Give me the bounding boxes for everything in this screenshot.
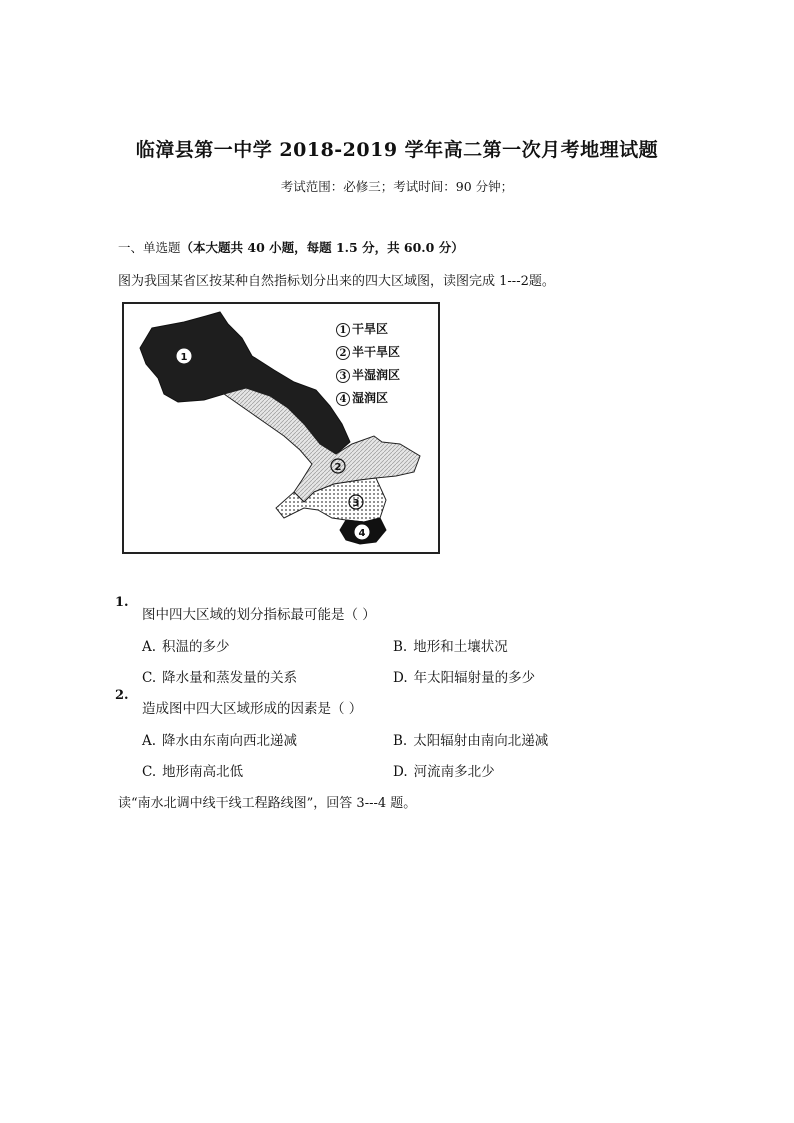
- section-label: 一、单选题: [118, 240, 181, 255]
- question-1-number: 1.: [115, 595, 129, 610]
- region-map-figure: [122, 302, 440, 554]
- section-detail: （本大题共 40 小题，每题 1.5 分，共 60.0 分）: [180, 240, 464, 255]
- exam-info: 考试范围：必修三；考试时间：90 分钟；: [280, 179, 514, 194]
- region-marker-2: 2: [334, 462, 342, 473]
- legend-item-semi-humid: 3 半湿润区: [336, 364, 400, 387]
- region-arid: [140, 312, 350, 454]
- question-1-option-b: B. 地形和土壤状况: [393, 639, 508, 655]
- legend-item-semi-arid: 2 半干旱区: [336, 341, 400, 364]
- figure-intro: 图为我国某省区按某种自然指标划分出来的四大区域图，读图完成 1---2题。: [118, 274, 555, 289]
- question-2-option-c: C. 地形南高北低: [142, 764, 244, 780]
- question-2-option-b: B. 太阳辐射由南向北递减: [393, 733, 549, 749]
- region-marker-4: 4: [358, 528, 366, 539]
- question-1-option-c: C. 降水量和蒸发量的关系: [142, 670, 298, 686]
- question-1-stem: 图中四大区域的划分指标最可能是（ ）: [142, 607, 376, 623]
- section-heading: [118, 238, 464, 256]
- next-figure-intro: 读“南水北调中线干线工程路线图”，回答 3---4 题。: [118, 796, 417, 811]
- page-title: 临漳县第一中学 2018-2019 学年高二第一次月考地理试题: [135, 139, 659, 161]
- question-2-stem: 造成图中四大区域形成的因素是（ ）: [142, 701, 363, 717]
- region-marker-3: 3: [352, 498, 360, 509]
- map-legend: [336, 318, 400, 410]
- region-marker-1: 1: [180, 352, 188, 363]
- question-2-number: 2.: [115, 688, 129, 703]
- question-1-option-d: D. 年太阳辐射量的多少: [393, 670, 536, 686]
- question-2-option-a: A. 降水由东南向西北递减: [142, 733, 298, 749]
- legend-item-humid: 4 湿润区: [336, 387, 400, 410]
- question-2-option-d: D. 河流南多北少: [393, 764, 495, 780]
- legend-item-arid: 1 干旱区: [336, 318, 400, 341]
- question-1-option-a: A. 积温的多少: [142, 639, 230, 655]
